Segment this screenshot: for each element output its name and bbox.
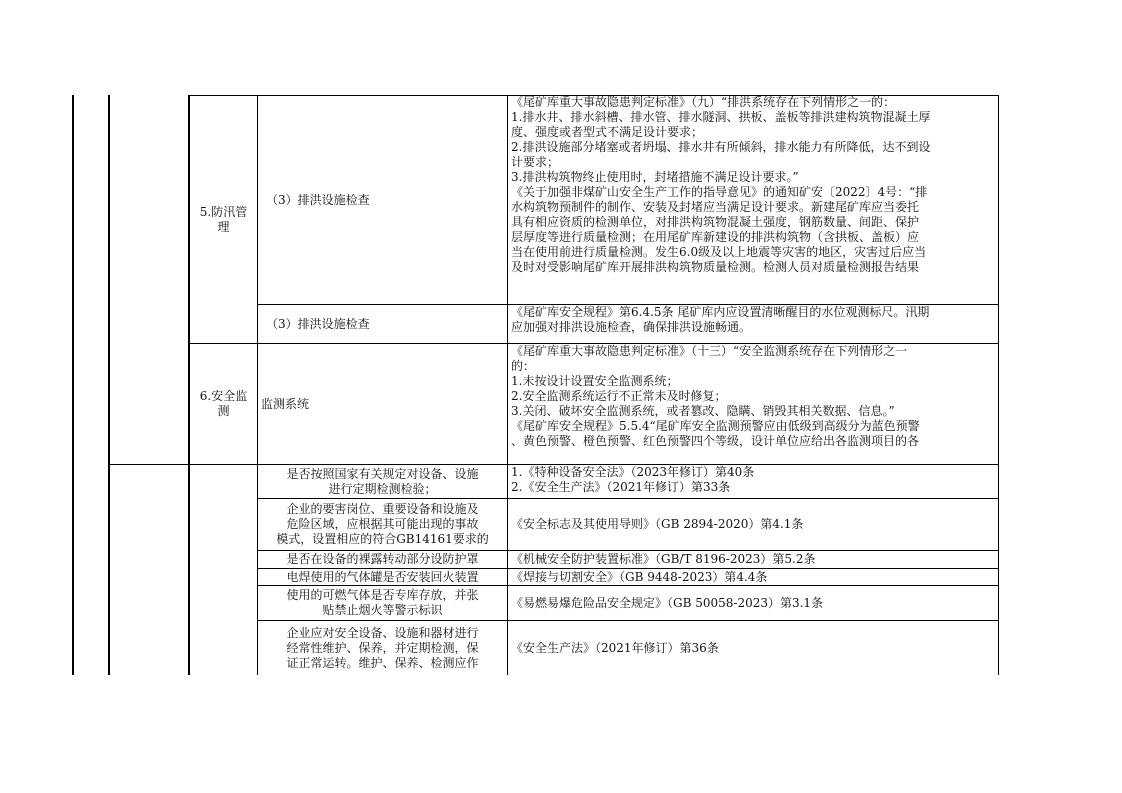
item-line: 企业的要害岗位、重要设备和设施及 <box>286 502 479 516</box>
border-right <box>998 95 999 675</box>
item-line: 使用的可燃气体是否专库存放，并张 <box>286 588 479 602</box>
item-line: 电焊使用的气体罐是否安装回火装置 <box>286 569 479 584</box>
basis-drainage-check-2 <box>508 305 998 343</box>
basis-drainage-check-1 <box>508 95 998 304</box>
category-line: 测 <box>217 404 230 418</box>
item-label: （3）排洪设施检查 <box>266 192 370 207</box>
basis-line: 及时对受影响尾矿库开展排洪构筑物质量检测。检测人员对质量检测报告结果 <box>511 260 920 274</box>
basis-line: 2.安全监测系统运行不正常未及时修复； <box>511 389 727 403</box>
basis-protective-cover <box>508 551 998 568</box>
item-label: 监测系统 <box>261 396 310 411</box>
basis-line: 2.排洪设施部分堵塞或者坍塌、排水井有所倾斜，排水能力有所降低，达不到设 <box>511 140 931 154</box>
basis-line: 《关于加强非煤矿山安全生产工作的指导意见》的通知矿安〔2022〕4号：“排 <box>511 185 928 199</box>
basis-equipment-maintenance <box>508 621 998 675</box>
item-flammable-gas-storage <box>258 586 507 620</box>
basis-line: 《安全标志及其使用导则》（GB 2894-2020）第4.1条 <box>511 517 804 531</box>
basis-line: 、黄色预警、橙色预警、红色预警四个等级，设计单位应给出各监测项目的各 <box>511 434 920 448</box>
item-equipment-maintenance <box>258 621 507 675</box>
item-safety-signs <box>258 499 507 550</box>
category-line: 理 <box>217 219 230 234</box>
category-line: 5.防汛管 <box>199 204 248 219</box>
basis-flammable-gas-storage <box>508 586 998 620</box>
item-line: 证正常运转。维护、保养、检测应作 <box>286 655 479 670</box>
basis-line: 《易燃易爆危险品安全规定》（GB 50058-2023）第3.1条 <box>511 595 824 610</box>
item-line: 危险区域，应根据其可能出现的事故 <box>286 517 479 531</box>
basis-line: 3.关闭、破坏安全监测系统，或者篡改、隐瞒、销毁其相关数据、信息。” <box>511 404 895 418</box>
item-drainage-check-1 <box>258 96 507 304</box>
category-safety-monitoring <box>190 344 257 464</box>
basis-line: 计要求； <box>511 155 560 169</box>
basis-safety-signs <box>508 499 998 550</box>
basis-line: 具有相应资质的检测单位，对排洪构筑物混凝土强度，钢筋数量、间距、保护 <box>511 215 920 229</box>
basis-line: 的： <box>511 359 536 373</box>
basis-line: 1.排水井、排水斜槽、排水管、排水隧洞、拱板、盖板等排洪建构筑物混凝土厚 <box>511 110 931 124</box>
basis-line: 《尾矿库安全规程》第6.4.5条 尾矿库内应设置清晰醒目的水位观测标尺。汛期 <box>511 305 930 319</box>
border-left-outer <box>72 95 74 675</box>
item-line: 模式，设置相应的符合GB14161要求的 <box>276 532 489 546</box>
basis-line: 《焊接与切割安全》（GB 9448-2023）第4.4条 <box>511 569 768 584</box>
basis-line: 《机械安全防护装置标准》（GB/T 8196-2023）第5.2条 <box>511 552 816 566</box>
basis-line: 2.《安全生产法》（2021年修订）第33条 <box>511 480 731 494</box>
basis-line: 《尾矿库安全规程》5.5.4“尾矿库安全监测预警应由低级到高级分为蓝色预警 <box>511 419 920 433</box>
basis-line: 当在使用前进行质量检测。发生6.0级及以上地震等灾害的地区，灾害过后应当 <box>511 245 927 259</box>
basis-line: 度、强度或者型式不满足设计要求； <box>511 125 704 139</box>
basis-line: 3.排洪构筑物终止使用时，封堵措施不满足设计要求。” <box>511 170 799 184</box>
category-flood-control <box>190 96 257 343</box>
basis-line: 应加强对排洪设施检查，确保排洪设施畅通。 <box>511 320 752 334</box>
item-line: 贴禁止烟火等警示标识 <box>322 603 443 617</box>
item-flashback-arrestor <box>258 569 507 585</box>
item-line: 企业应对安全设备、设施和器材进行 <box>286 625 479 640</box>
basis-line: 水构筑物预制件的制作、安装及封堵应当满足设计要求。新建尾矿库应当委托 <box>511 200 920 214</box>
item-drainage-check-2 <box>258 305 507 343</box>
basis-periodic-inspection <box>508 465 998 498</box>
item-line: 是否按照国家有关规定对设备、设施 <box>286 466 479 481</box>
item-protective-cover <box>258 551 507 568</box>
basis-line: 1.《特种设备安全法》（2023年修订）第40条 <box>511 465 755 479</box>
border-col2 <box>108 95 110 675</box>
basis-line: 《安全生产法》（2021年修订）第36条 <box>511 640 719 655</box>
item-label: （3）排洪设施检查 <box>266 316 370 331</box>
item-line: 是否在设备的裸露转动部分设防护罩 <box>286 552 479 566</box>
basis-line: 《尾矿库重大事故隐患判定标准》（十三）“安全监测系统存在下列情形之一 <box>511 344 908 358</box>
item-line: 经常性维护、保养，并定期检测，保 <box>286 640 479 655</box>
basis-line: 层厚度等进行质量检测；在用尾矿库新建设的排洪构筑物（含拱板、盖板）应 <box>511 230 920 244</box>
category-line: 6.安全监 <box>199 389 248 403</box>
basis-line: 《尾矿库重大事故隐患判定标准》（九）“排洪系统存在下列情形之一的： <box>511 95 896 109</box>
item-periodic-inspection <box>258 465 507 498</box>
item-monitoring-system <box>261 344 507 464</box>
basis-line: 1.未按设计设置安全监测系统； <box>511 374 679 388</box>
basis-monitoring-system <box>508 344 998 464</box>
item-line: 进行定期检测检验； <box>328 481 437 496</box>
basis-flashback-arrestor <box>508 569 998 585</box>
